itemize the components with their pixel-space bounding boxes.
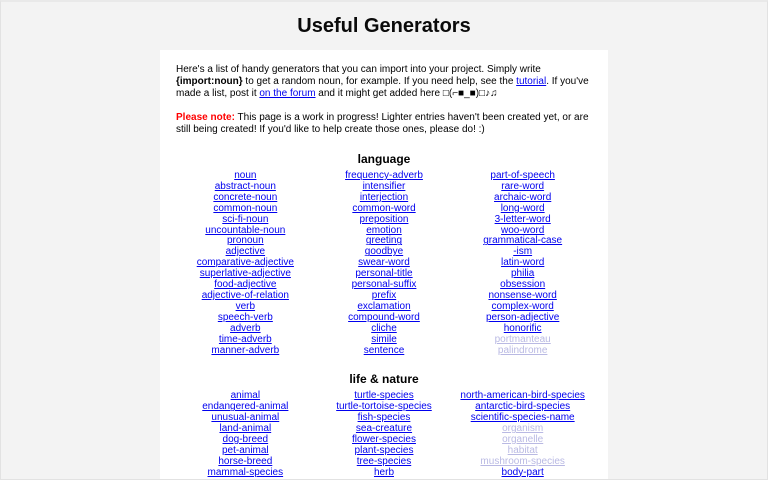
inline-link[interactable]: on the forum [259,88,316,99]
generator-link-sentence[interactable]: sentence [363,344,405,356]
generator-column [315,391,454,478]
generator-link-scientific-species-name[interactable]: scientific-species-name [470,412,575,424]
generator-link-turtle-species[interactable]: turtle-species [354,390,414,402]
section-title-life-nature: life & nature [349,372,419,387]
generator-link-mammal-species[interactable]: mammal-species [207,466,284,478]
generator-link-pet-animal[interactable]: pet-animal [221,444,269,456]
generator-column [176,171,315,356]
generator-column [176,391,315,478]
generator-link-prefix[interactable]: prefix [371,289,397,301]
generator-link-grammatical-case[interactable]: grammatical-case [483,235,563,247]
generator-link-personal-suffix[interactable]: personal-suffix [351,279,417,291]
generator-column [453,391,592,478]
generator-link-unusual-animal[interactable]: unusual-animal [211,412,280,424]
generator-link-abstract-noun[interactable]: abstract-noun [214,180,276,192]
generator-link-organelle[interactable]: organelle [502,434,544,446]
generator-link-sci-fi-noun[interactable]: sci-fi-noun [222,213,269,225]
generator-link-tree-species[interactable]: tree-species [356,455,412,467]
generator-link-woo-word[interactable]: woo-word [500,224,545,236]
section-language [176,152,592,356]
generator-column [315,171,454,356]
generator-link-latin-word[interactable]: latin-word [500,257,545,269]
generator-link-common-noun[interactable]: common-noun [213,202,278,214]
generator-link-superlative-adjective[interactable]: superlative-adjective [199,268,291,280]
section-life-nature [176,372,592,478]
generator-link-antarctic-bird-species[interactable]: antarctic-bird-species [475,401,571,413]
generator-link-obsession[interactable]: obsession [500,279,546,291]
generator-link-person-adjective[interactable]: person-adjective [485,311,560,323]
generator-link-palindrome[interactable]: palindrome [497,344,548,356]
text-segment: Please note: [176,112,235,123]
generator-link-interjection[interactable]: interjection [359,191,409,203]
generator-link-concrete-noun[interactable]: concrete-noun [213,191,278,203]
generator-link-portmanteau[interactable]: portmanteau [494,333,551,345]
generator-link-goodbye[interactable]: goodbye [364,246,404,258]
generator-link-personal-title[interactable]: personal-title [355,268,413,280]
generator-link-frequency-adverb[interactable]: frequency-adverb [345,170,423,181]
generator-link-archaic-word[interactable]: archaic-word [494,191,552,203]
generator-link-nonsense-word[interactable]: nonsense-word [488,289,557,301]
generator-link-adverb[interactable]: adverb [230,322,261,334]
generator-link--ism[interactable]: -ism [513,246,533,258]
generator-link-honorific[interactable]: honorific [503,322,542,334]
generator-link-preposition[interactable]: preposition [359,213,409,225]
generator-link-verb[interactable]: verb [235,300,256,312]
generator-link-rare-word[interactable]: rare-word [501,180,545,192]
inline-link[interactable]: tutorial [516,76,547,87]
text-segment: {import:noun} [176,76,243,87]
generator-link-herb[interactable]: herb [373,466,394,478]
generator-link-plant-species[interactable]: plant-species [354,444,414,456]
generator-link-endangered-animal[interactable]: endangered-animal [202,401,289,413]
generator-link-cliche[interactable]: cliche [371,322,397,334]
generator-link-flower-species[interactable]: flower-species [352,434,416,446]
text-segment: and it might get added here □(⌐■_■)□♪♫ [315,88,498,99]
generator-link-dog-breed[interactable]: dog-breed [222,434,269,446]
generator-link-emotion[interactable]: emotion [366,224,402,236]
generator-link-exclamation[interactable]: exclamation [357,300,411,312]
generator-link-land-animal[interactable]: land-animal [219,423,272,435]
generator-link-manner-adverb[interactable]: manner-adverb [211,344,280,356]
generator-link-uncountable-noun[interactable]: uncountable-noun [205,224,286,236]
generator-link-habitat[interactable]: habitat [507,444,538,456]
generator-link-noun[interactable]: noun [234,170,257,181]
intro-paragraph [176,64,592,100]
generator-link-turtle-tortoise-species[interactable]: turtle-tortoise-species [336,401,432,413]
section-title-language: language [357,152,411,166]
generator-link-long-word[interactable]: long-word [500,202,545,214]
generator-link-sea-creature[interactable]: sea-creature [355,423,413,435]
generator-link-organism[interactable]: organism [502,423,544,435]
generator-grid-life-nature [176,391,592,478]
content-card [160,50,608,480]
generator-link-swear-word[interactable]: swear-word [358,257,410,269]
generator-link-comparative-adjective[interactable]: comparative-adjective [196,257,294,269]
generator-link-common-word[interactable]: common-word [352,202,416,214]
generator-link-time-adverb[interactable]: time-adverb [218,333,272,345]
generator-link-fish-species[interactable]: fish-species [357,412,411,424]
generator-link-greeting[interactable]: greeting [365,235,403,247]
generator-link-philia[interactable]: philia [510,268,535,280]
generator-link-animal[interactable]: animal [230,390,261,402]
generator-link-3-letter-word[interactable]: 3-letter-word [494,213,551,225]
text-segment: Here's a list of handy generators that you can import into your project. Simply write [176,64,541,75]
text-segment: This page is a work in progress! Lighter entries haven't been created yet, or are still being created! If you'd like to help create those ones, please do! :) [176,112,589,135]
generator-link-compound-word[interactable]: compound-word [348,311,420,323]
generator-link-adjective[interactable]: adjective [225,246,266,258]
generator-link-adjective-of-relation[interactable]: adjective-of-relation [201,289,289,301]
generator-link-body-part[interactable]: body-part [501,466,544,478]
generator-link-simile[interactable]: simile [371,333,397,345]
generator-link-food-adjective[interactable]: food-adjective [214,279,277,291]
generator-link-part-of-speech[interactable]: part-of-speech [490,170,555,181]
note-paragraph [176,112,592,136]
text-segment: to get a random noun, for example. If you need help, see the [242,76,517,87]
page-title: Useful Generators [297,15,471,37]
generator-grid-language [176,171,592,356]
generator-link-intensifier[interactable]: intensifier [362,180,406,192]
generator-link-pronoun[interactable]: pronoun [226,235,264,247]
generator-link-horse-breed[interactable]: horse-breed [218,455,273,467]
generator-link-complex-word[interactable]: complex-word [491,300,554,312]
generator-link-north-american-bird-species[interactable]: north-american-bird-species [460,390,585,402]
generator-column [453,171,592,356]
generator-link-mushroom-species[interactable]: mushroom-species [480,455,565,467]
generator-link-speech-verb[interactable]: speech-verb [217,311,273,323]
text-segment: . If you've made a list, post it [176,76,589,99]
